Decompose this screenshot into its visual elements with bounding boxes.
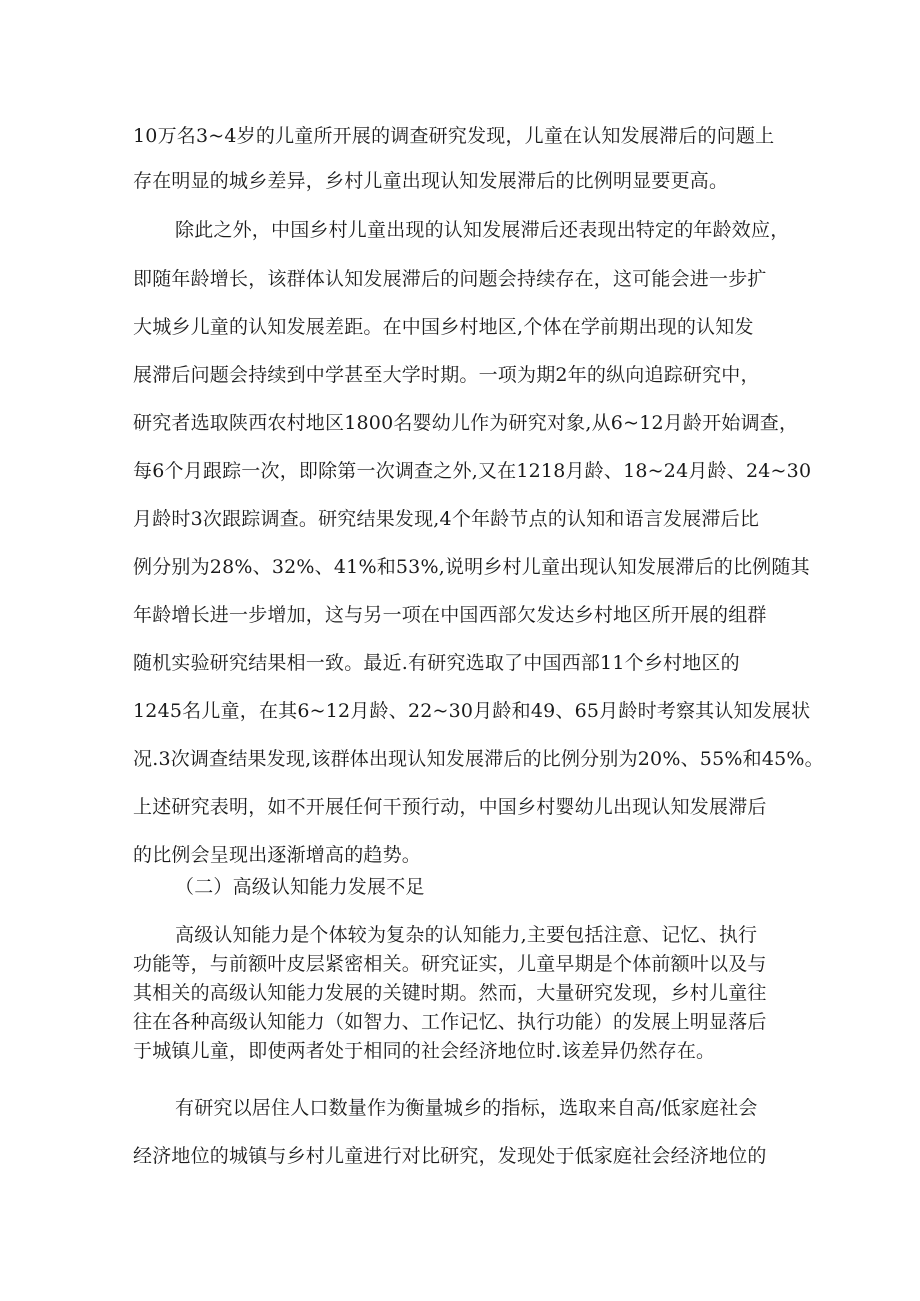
- text-line: 的比例会呈现出逐渐增高的趋势。: [133, 844, 422, 866]
- text-line: 研究者选取陕西农村地区1800名婴幼儿作为研究对象,从6~12月龄开始调查，: [133, 412, 799, 434]
- text-line: 高级认知能力是个体较为复杂的认知能力,主要包括注意、记忆、执行: [175, 924, 758, 946]
- text-line: 1245名儿童，在其6~12月龄、22~30月龄和49、65月龄时考察其认知发展状: [133, 700, 811, 722]
- text-line: 年龄增长进一步增加，这与另一项在中国西部欠发达乡村地区所开展的组群: [133, 604, 767, 626]
- text-line: 随机实验研究结果相一致。最近.有研究选取了中国西部11个乡村地区的: [133, 652, 740, 674]
- text-line: 于城镇儿童，即使两者处于相同的社会经济地位时.该差异仍然存在。: [133, 1040, 716, 1062]
- text-line: 即随年龄增长，该群体认知发展滞后的问题会持续存在，这可能会进一步扩: [133, 268, 767, 290]
- section-heading: （二）高级认知能力发展不足: [175, 876, 425, 898]
- text-line: 往在各种高级认知能力（如智力、工作记忆、执行功能）的发展上明显落后: [133, 1011, 767, 1033]
- text-line: 大城乡儿童的认知发展差距。在中国乡村地区,个体在学前期出现的认知发: [133, 316, 754, 338]
- text-line: 况.3次调查结果发现,该群体出现认知发展滞后的比例分别为20%、55%和45%。: [133, 748, 824, 770]
- text-line: 除此之外，中国乡村儿童出现的认知发展滞后还表现出特定的年龄效应，: [175, 219, 790, 241]
- text-line: 经济地位的城镇与乡村儿童进行对比研究，发现处于低家庭社会经济地位的: [133, 1145, 767, 1167]
- text-line: 月龄时3次跟踪调查。研究结果发现,4个年龄节点的认知和语言发展滞后比: [133, 508, 760, 530]
- text-line: 上述研究表明，如不开展任何干预行动，中国乡村婴幼儿出现认知发展滞后: [133, 796, 767, 818]
- text-line: 例分别为28%、32%、41%和53%,说明乡村儿童出现认知发展滞后的比例随其: [133, 556, 810, 578]
- text-line: 展滞后问题会持续到中学甚至大学时期。一项为期2年的纵向追踪研究中，: [133, 364, 760, 386]
- text-line: 每6个月跟踪一次，即除第一次调查之外,又在1218月龄、18~24月龄、24~30: [133, 460, 812, 482]
- text-line: 10万名3~4岁的儿童所开展的调查研究发现，儿童在认知发展滞后的问题上: [133, 125, 775, 147]
- text-line: 存在明显的城乡差异，乡村儿童出现认知发展滞后的比例明显要更高。: [133, 170, 729, 192]
- text-line: 功能等，与前额叶皮层紧密相关。研究证实，儿童早期是个体前额叶以及与: [133, 953, 767, 975]
- text-line: 其相关的高级认知能力发展的关键时期。然而，大量研究发现，乡村儿童往: [133, 982, 767, 1004]
- text-line: 有研究以居住人口数量作为衡量城乡的指标，选取来自高/低家庭社会: [175, 1097, 758, 1119]
